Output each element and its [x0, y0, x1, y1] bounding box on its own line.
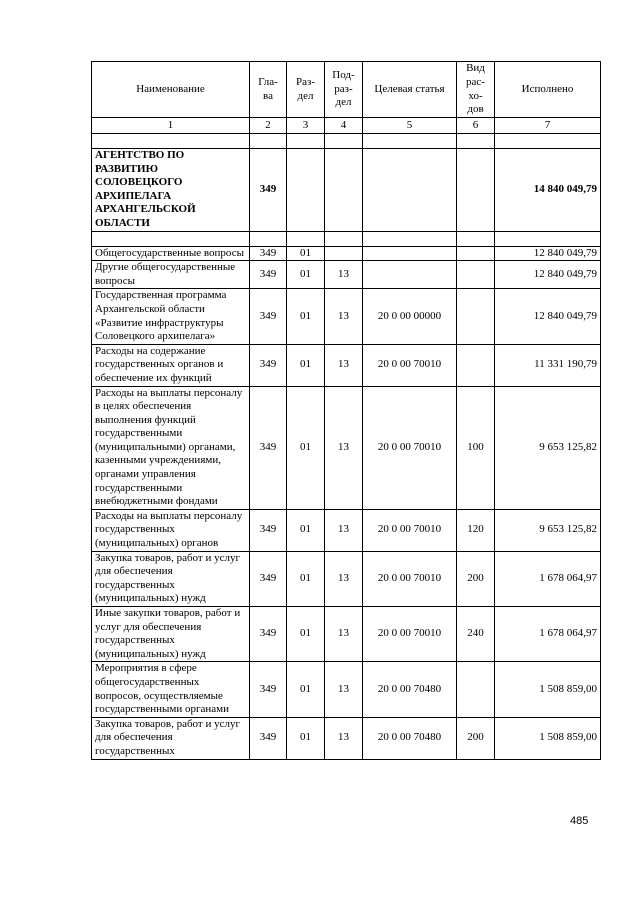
row-name: Закупка товаров, работ и услуг для обеспечения государственных (муниципальных) нужд: [92, 551, 250, 606]
row-name: Расходы на содержание государственных органов и обеспечение их функций: [92, 344, 250, 386]
row-glava: 349: [250, 551, 287, 606]
header-vid-rashodov: Вид рас- хо- дов: [457, 62, 495, 118]
table-row: [92, 509, 601, 551]
row-tselevaya-statya: 20 0 00 00000: [363, 289, 457, 344]
col-number: 7: [495, 118, 601, 134]
table-row: [92, 551, 601, 606]
row-vid-rashodov: 200: [457, 551, 495, 606]
row-tselevaya-statya: 20 0 00 70010: [363, 509, 457, 551]
row-name: Расходы на выплаты персоналу государственных (муниципальных) органов: [92, 509, 250, 551]
col-number: 6: [457, 118, 495, 134]
row-vid-rashodov: [457, 261, 495, 289]
col-number: 3: [287, 118, 325, 134]
row-razdel: 01: [287, 607, 325, 662]
row-name: Мероприятия в сфере общегосударственных вопросов, осуществляемые государственными органами: [92, 662, 250, 717]
column-number-row: [92, 118, 601, 134]
row-tselevaya-statya: 20 0 00 70010: [363, 386, 457, 509]
header-podrazdel: Под- раз- дел: [325, 62, 363, 118]
row-vid-rashodov: [457, 289, 495, 344]
row-glava: 349: [250, 261, 287, 289]
spacer-row: [92, 231, 601, 246]
page-number: 485: [570, 815, 589, 827]
row-podrazdel: 13: [325, 607, 363, 662]
row-name: Иные закупки товаров, работ и услуг для обеспечения государственных (муниципальных) нужд: [92, 607, 250, 662]
row-amount: 1 508 859,00: [495, 717, 601, 759]
row-vid-rashodov: [457, 662, 495, 717]
row-vid-rashodov: 240: [457, 607, 495, 662]
row-razdel: 01: [287, 386, 325, 509]
agency-row: [92, 149, 601, 232]
row-name: Другие общегосударственные вопросы: [92, 261, 250, 289]
row-podrazdel: 13: [325, 551, 363, 606]
header-row: [92, 62, 601, 118]
row-podrazdel: 13: [325, 386, 363, 509]
row-vid-rashodov: 200: [457, 717, 495, 759]
row-podrazdel: [325, 246, 363, 261]
row-vid-rashodov: [457, 344, 495, 386]
row-razdel: 01: [287, 662, 325, 717]
row-amount: 12 840 049,79: [495, 261, 601, 289]
row-amount: 9 653 125,82: [495, 386, 601, 509]
row-razdel: 01: [287, 344, 325, 386]
header-name: Наименование: [92, 62, 250, 118]
row-tselevaya-statya: 20 0 00 70010: [363, 551, 457, 606]
row-tselevaya-statya: 20 0 00 70480: [363, 717, 457, 759]
table-row: [92, 386, 601, 509]
table-row: [92, 344, 601, 386]
budget-table: [91, 61, 601, 760]
row-amount: 11 331 190,79: [495, 344, 601, 386]
row-glava: 349: [250, 344, 287, 386]
row-podrazdel: 13: [325, 509, 363, 551]
row-name: Общегосударственные вопросы: [92, 246, 250, 261]
row-glava: 349: [250, 717, 287, 759]
row-razdel: 01: [287, 246, 325, 261]
row-razdel: 01: [287, 261, 325, 289]
header-tselevaya-statya: Целевая статья: [363, 62, 457, 118]
row-razdel: 01: [287, 551, 325, 606]
row-amount: 12 840 049,79: [495, 289, 601, 344]
row-razdel: 01: [287, 717, 325, 759]
col-number: 2: [250, 118, 287, 134]
row-podrazdel: 13: [325, 261, 363, 289]
row-glava: 349: [250, 509, 287, 551]
row-name: Закупка товаров, работ и услуг для обеспечения государственных: [92, 717, 250, 759]
agency-amount: 14 840 049,79: [495, 149, 601, 232]
row-name: Расходы на выплаты персоналу в целях обеспечения выполнения функций государственными (муниципальными) органами, казенными учреждениями, органами управления государственными внебюджетными фондами: [92, 386, 250, 509]
row-tselevaya-statya: 20 0 00 70010: [363, 607, 457, 662]
row-tselevaya-statya: 20 0 00 70480: [363, 662, 457, 717]
col-number: 5: [363, 118, 457, 134]
row-name: Государственная программа Архангельской области «Развитие инфраструктуры Соловецкого архипелага»: [92, 289, 250, 344]
spacer-row: [92, 134, 601, 149]
agency-glava: 349: [250, 149, 287, 232]
row-amount: 12 840 049,79: [495, 246, 601, 261]
row-glava: 349: [250, 246, 287, 261]
row-amount: 1 508 859,00: [495, 662, 601, 717]
table-row: [92, 261, 601, 289]
row-razdel: 01: [287, 289, 325, 344]
header-glava: Гла- ва: [250, 62, 287, 118]
header-ispolneno: Исполнено: [495, 62, 601, 118]
row-glava: 349: [250, 289, 287, 344]
table-row: [92, 246, 601, 261]
row-podrazdel: 13: [325, 662, 363, 717]
row-podrazdel: 13: [325, 344, 363, 386]
agency-name: АГЕНТСТВО ПО РАЗВИТИЮ СОЛОВЕЦКОГО АРХИПЕЛАГА АРХАНГЕЛЬСКОЙ ОБЛАСТИ: [92, 149, 250, 232]
row-glava: 349: [250, 386, 287, 509]
row-vid-rashodov: 100: [457, 386, 495, 509]
row-tselevaya-statya: [363, 261, 457, 289]
col-number: 1: [92, 118, 250, 134]
row-amount: 1 678 064,97: [495, 551, 601, 606]
row-tselevaya-statya: [363, 246, 457, 261]
row-razdel: 01: [287, 509, 325, 551]
row-amount: 9 653 125,82: [495, 509, 601, 551]
row-glava: 349: [250, 607, 287, 662]
row-vid-rashodov: [457, 246, 495, 261]
col-number: 4: [325, 118, 363, 134]
table-row: [92, 717, 601, 759]
row-amount: 1 678 064,97: [495, 607, 601, 662]
row-glava: 349: [250, 662, 287, 717]
row-podrazdel: 13: [325, 289, 363, 344]
table-row: [92, 607, 601, 662]
row-podrazdel: 13: [325, 717, 363, 759]
row-vid-rashodov: 120: [457, 509, 495, 551]
row-tselevaya-statya: 20 0 00 70010: [363, 344, 457, 386]
header-razdel: Раз- дел: [287, 62, 325, 118]
table-row: [92, 662, 601, 717]
table-row: [92, 289, 601, 344]
